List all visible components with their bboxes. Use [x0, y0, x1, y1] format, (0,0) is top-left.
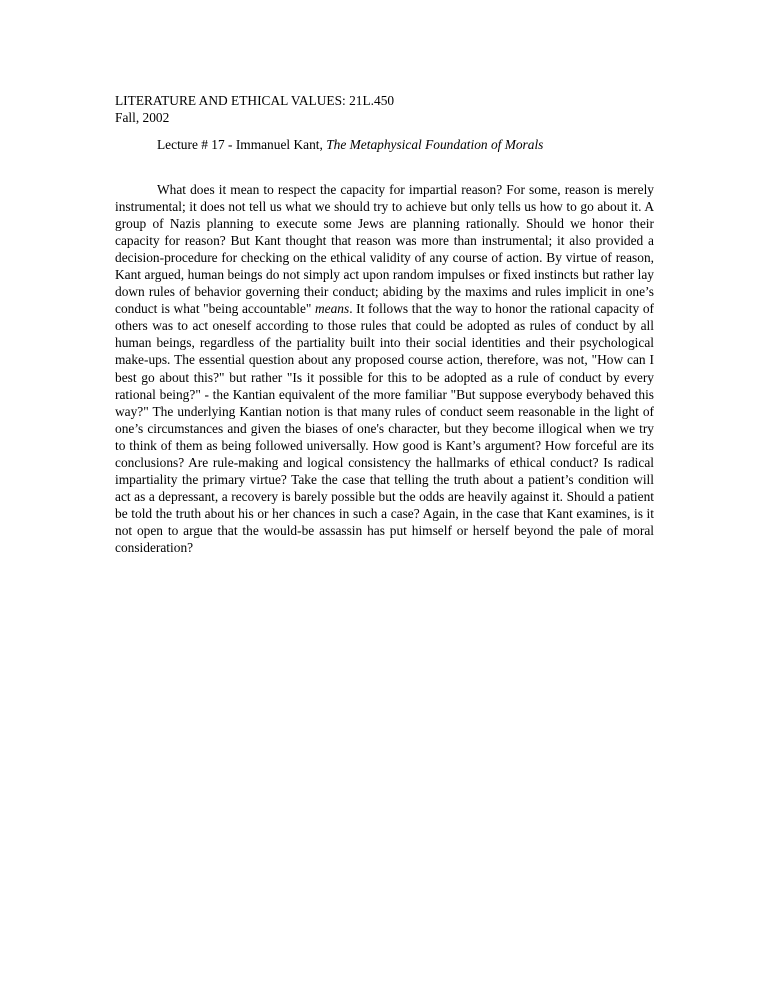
lecture-prefix: Lecture # 17 - Immanuel Kant,: [157, 137, 327, 152]
body-text-part-1: What does it mean to respect the capacity for impartial reason? For some, reason is merely instrumental; it does not tell us what we should try to achieve but only tells us how to go about it. A group of Nazis planning to execute some Jews are planning rationally. Should we honor their capacity for reason? But Kant thought that reason was more than instrumental; it also provided a decision-procedure for checking on the ethical validity of any course of action. By virtue of reason, Kant argued, human beings do not simply act upon random impulses or fixed instincts but rather lay down rules of behavior governing their conduct; abiding by the maxims and rules implicit in one’s conduct is what "being accountable": [115, 182, 654, 317]
term-label: Fall, 2002: [115, 110, 170, 125]
body-text-part-2: . It follows that the way to honor the rational capacity of others was to act oneself according to those rules that could be adopted as rules of conduct by all human beings, regardless of the partiality built into their social identities and their psychological make-ups. The essential question about any proposed course action, therefore, was not, "How can I best go about this?" but rather "Is it possible for this to be adopted as a rule of conduct by every rational being?" - the Kantian equivalent of the more familiar "But suppose everybody behaved this way?" The underlying Kantian notion is that many rules of conduct seem reasonable in the light of one’s circumstances and given the biases of one's character, but they become illogical when we try to think of them as being followed universally. How good is Kant’s argument? How forceful are its conclusions? Are rule-making and logical consistency the hallmarks of ethical conduct? Is radical impartiality the primary virtue? Take the case that telling the truth about a patient’s condition will act as a depressant, a recovery is barely possible but the odds are heavily against it. Should a patient be told the truth about his or her chances in such a case? Again, in the case that Kant examines, is it not open to argue that the would-be assassin has put himself or herself beyond the pale of moral consideration?: [115, 301, 654, 555]
lecture-work-title: The Metaphysical Foundation of Morals: [326, 137, 544, 152]
course-title: LITERATURE AND ETHICAL VALUES: 21L.450: [115, 93, 395, 108]
lecture-body-paragraph: [115, 181, 654, 556]
body-emphasis: means: [315, 301, 350, 317]
lecture-title: [157, 136, 543, 153]
